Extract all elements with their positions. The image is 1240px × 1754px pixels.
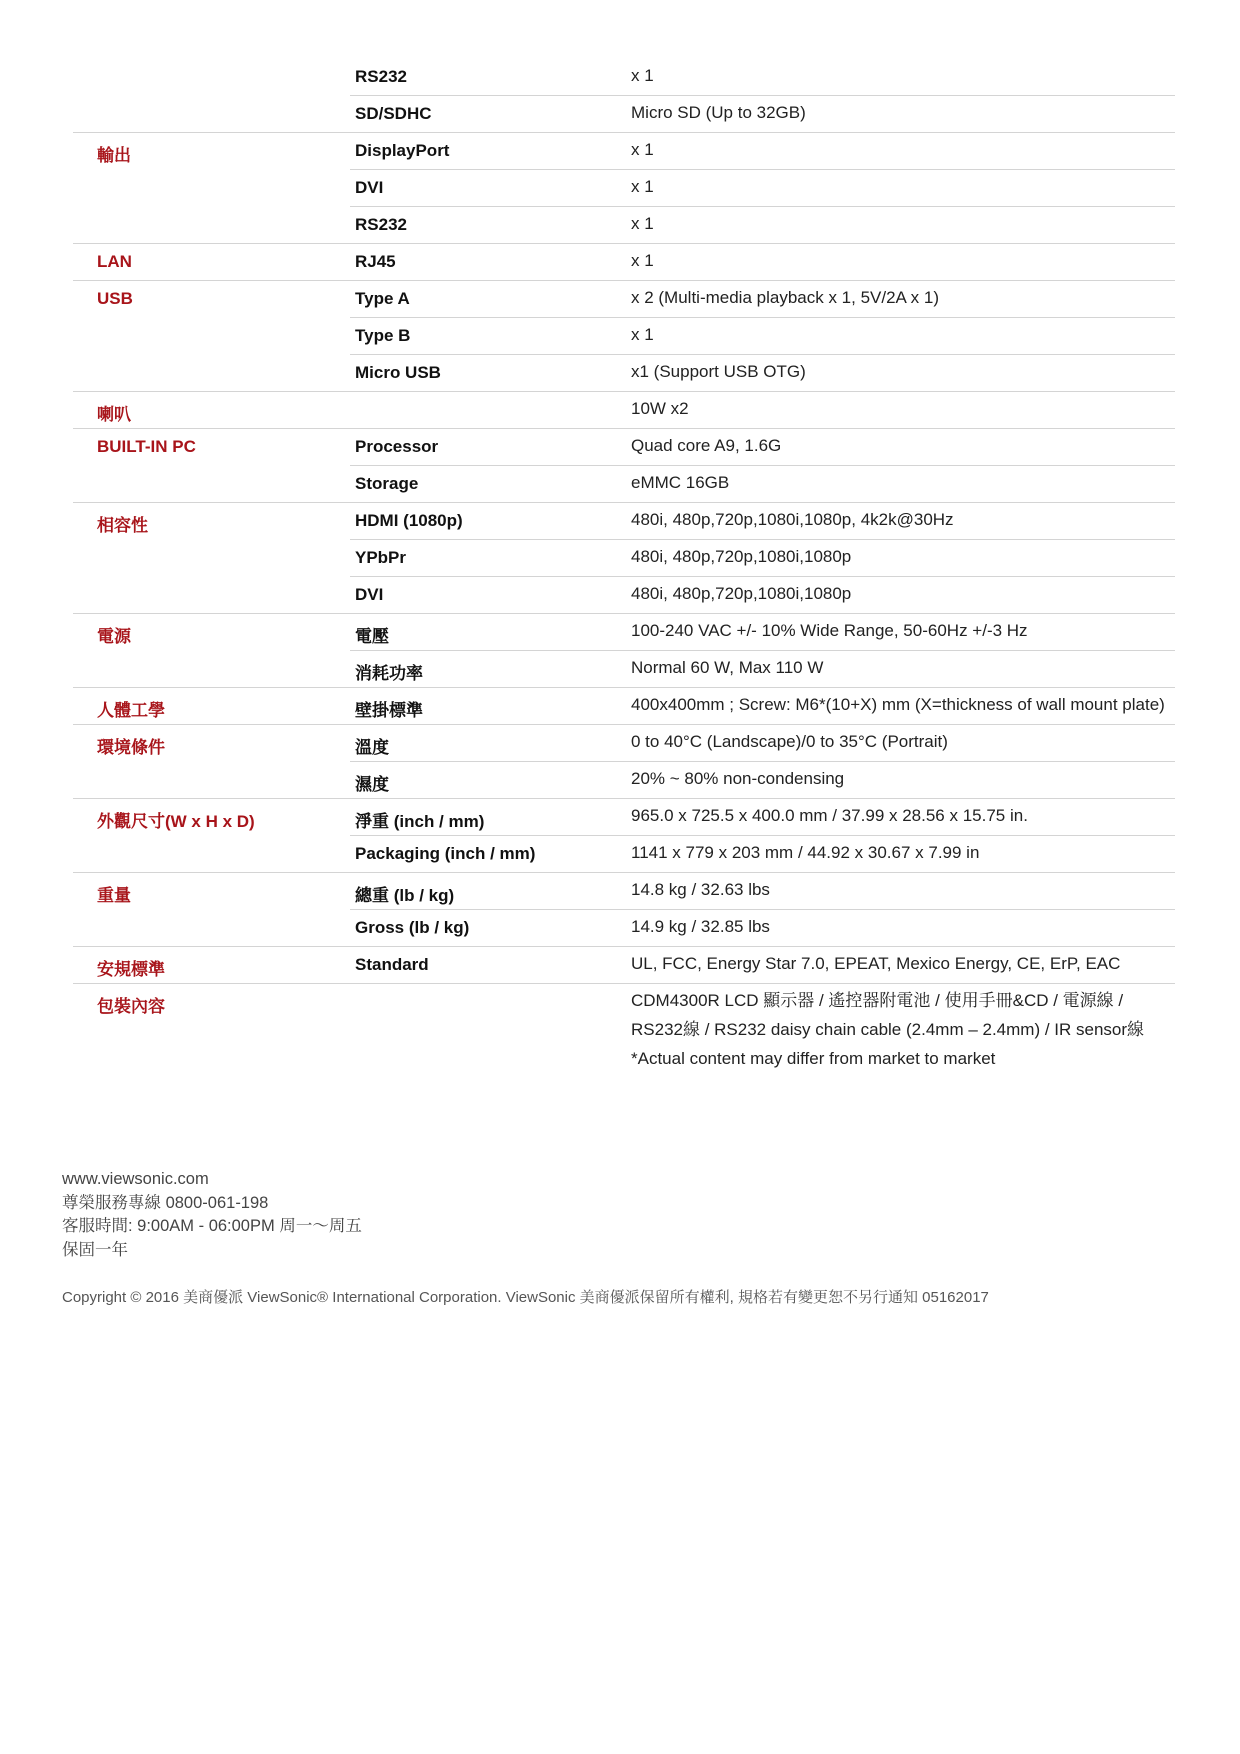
row-divider <box>73 132 1175 133</box>
spec-value <box>631 690 1165 719</box>
spec-row <box>0 724 1240 761</box>
spec-value-line: x 2 (Multi-media playback x 1, 5V/2A x 1) <box>631 288 940 307</box>
spec-category: 重量 <box>97 886 131 905</box>
row-divider <box>350 354 1175 355</box>
row-divider <box>350 206 1175 207</box>
spec-value <box>631 579 851 608</box>
spec-row <box>0 391 1240 428</box>
spec-item: Gross (lb / kg) <box>355 918 470 937</box>
spec-row <box>0 502 1240 539</box>
footer-contact <box>62 1168 362 1262</box>
spec-row <box>0 354 1240 391</box>
spec-value-line: 480i, 480p,720p,1080i,1080p <box>631 584 852 603</box>
row-divider <box>350 169 1175 170</box>
spec-item: Type B <box>355 326 411 345</box>
spec-value-line: 400x400mm ; Screw: M6*(10+X) mm (X=thickness of wall mount plate) <box>631 695 1165 714</box>
spec-row <box>0 58 1240 95</box>
spec-row <box>0 613 1240 650</box>
spec-row <box>0 909 1240 946</box>
footer-website[interactable]: www.viewsonic.com <box>62 1170 209 1188</box>
spec-value-line: 100-240 VAC +/- 10% Wide Range, 50-60Hz +/-3 Hz <box>631 621 1028 640</box>
spec-item: 總重 (lb / kg) <box>355 886 455 905</box>
spec-row <box>0 983 1240 1078</box>
spec-value-line: *Actual content may differ from market to market <box>631 1049 996 1068</box>
spec-row <box>0 280 1240 317</box>
row-divider <box>73 724 1175 725</box>
spec-value <box>631 98 806 127</box>
row-divider <box>73 983 1175 984</box>
spec-category: 包裝內容 <box>97 997 165 1016</box>
spec-row <box>0 872 1240 909</box>
spec-value-line: x 1 <box>631 177 654 196</box>
spec-item: YPbPr <box>355 548 407 567</box>
spec-item: SD/SDHC <box>355 104 432 123</box>
spec-value-line: Normal 60 W, Max 110 W <box>631 658 824 677</box>
spec-item: DisplayPort <box>355 141 450 160</box>
row-divider <box>350 95 1175 96</box>
spec-value-line: 20% ~ 80% non-condensing <box>631 769 845 788</box>
spec-item: 消耗功率 <box>355 664 423 683</box>
row-divider <box>350 576 1175 577</box>
spec-row <box>0 687 1240 724</box>
spec-value <box>631 542 851 571</box>
spec-category: 輸出 <box>97 146 131 165</box>
spec-row <box>0 835 1240 872</box>
spec-value <box>631 320 654 349</box>
spec-item: RS232 <box>355 67 407 86</box>
spec-category: 人體工學 <box>97 701 165 720</box>
spec-category: USB <box>97 289 133 308</box>
row-divider <box>350 650 1175 651</box>
spec-row <box>0 465 1240 502</box>
spec-value-line: x 1 <box>631 66 654 85</box>
spec-row <box>0 317 1240 354</box>
spec-category: 環境條件 <box>97 738 165 757</box>
spec-row <box>0 650 1240 687</box>
spec-row <box>0 132 1240 169</box>
spec-value <box>631 875 770 904</box>
spec-value <box>631 357 806 386</box>
spec-item: RS232 <box>355 215 407 234</box>
row-divider <box>350 835 1175 836</box>
footer-warranty: 保固一年 <box>62 1240 128 1259</box>
spec-value <box>631 468 729 497</box>
spec-category: LAN <box>97 252 132 271</box>
spec-value <box>631 135 654 164</box>
spec-value-line: x 1 <box>631 214 654 233</box>
row-divider <box>350 909 1175 910</box>
spec-value <box>631 764 844 793</box>
row-divider <box>73 280 1175 281</box>
row-divider <box>73 502 1175 503</box>
row-divider <box>73 613 1175 614</box>
spec-value-line: x1 (Support USB OTG) <box>631 362 806 381</box>
spec-category: 外觀尺寸(W x H x D) <box>97 812 255 831</box>
spec-row <box>0 206 1240 243</box>
spec-item: Type A <box>355 289 410 308</box>
spec-value-line: 1141 x 779 x 203 mm / 44.92 x 30.67 x 7.99 in <box>631 843 980 862</box>
spec-value <box>631 986 1144 1073</box>
copyright-notice: Copyright © 2016 美商優派 ViewSonic® International Corporation. ViewSonic 美商優派保留所有權利, 規格若有變更恕不另行通知 05162017 <box>62 1289 989 1306</box>
spec-item: 濕度 <box>355 775 389 794</box>
row-divider <box>73 946 1175 947</box>
spec-item: DVI <box>355 585 384 604</box>
spec-value <box>631 949 1120 978</box>
spec-value-line: CDM4300R LCD 顯示器 / 遙控器附電池 / 使用手冊&CD / 電源線 / <box>631 991 1124 1010</box>
spec-row <box>0 761 1240 798</box>
spec-item: Processor <box>355 437 439 456</box>
spec-item: RJ45 <box>355 252 396 271</box>
spec-value-line: 14.8 kg / 32.63 lbs <box>631 880 770 899</box>
spec-value-line: UL, FCC, Energy Star 7.0, EPEAT, Mexico Energy, CE, ErP, EAC <box>631 954 1121 973</box>
row-divider <box>73 243 1175 244</box>
spec-row <box>0 798 1240 835</box>
row-divider <box>350 761 1175 762</box>
spec-value <box>631 801 1028 830</box>
spec-item: 溫度 <box>355 738 389 757</box>
spec-value <box>631 653 823 682</box>
row-divider <box>350 465 1175 466</box>
spec-value-line: 14.9 kg / 32.85 lbs <box>631 917 770 936</box>
spec-row <box>0 95 1240 132</box>
spec-value <box>631 172 654 201</box>
row-divider <box>73 428 1175 429</box>
spec-value <box>631 61 654 90</box>
spec-item: DVI <box>355 178 384 197</box>
spec-value <box>631 912 770 941</box>
spec-value-line: RS232線 / RS232 daisy chain cable (2.4mm – 2.4mm) / IR sensor線 <box>631 1020 1145 1039</box>
spec-value <box>631 505 954 534</box>
spec-category: BUILT-IN PC <box>97 437 196 456</box>
spec-category: 相容性 <box>97 516 148 535</box>
spec-value-line: x 1 <box>631 140 654 159</box>
spec-value-line: 10W x2 <box>631 399 689 418</box>
spec-value <box>631 209 654 238</box>
row-divider <box>73 391 1175 392</box>
spec-category: 電源 <box>97 627 131 646</box>
spec-value-line: 0 to 40°C (Landscape)/0 to 35°C (Portrait) <box>631 732 948 751</box>
row-divider <box>73 872 1175 873</box>
row-divider <box>350 317 1175 318</box>
spec-value <box>631 394 689 423</box>
spec-value-line: x 1 <box>631 325 654 344</box>
spec-value-line: 480i, 480p,720p,1080i,1080p, 4k2k@30Hz <box>631 510 954 529</box>
spec-category: 安規標準 <box>97 960 165 979</box>
spec-value-line: Quad core A9, 1.6G <box>631 436 782 455</box>
spec-item: 淨重 (inch / mm) <box>355 812 485 831</box>
spec-row <box>0 169 1240 206</box>
spec-value-line: Micro SD (Up to 32GB) <box>631 103 806 122</box>
spec-value <box>631 283 939 312</box>
footer-hotline: 尊榮服務專線 0800-061-198 <box>62 1193 269 1212</box>
spec-row <box>0 539 1240 576</box>
spec-item: Storage <box>355 474 419 493</box>
spec-value <box>631 616 1028 645</box>
spec-value-line: x 1 <box>631 251 654 270</box>
spec-value-line: eMMC 16GB <box>631 473 730 492</box>
row-divider <box>73 798 1175 799</box>
spec-value-line: 480i, 480p,720p,1080i,1080p <box>631 547 852 566</box>
spec-value <box>631 431 781 460</box>
row-divider <box>73 687 1175 688</box>
spec-row <box>0 428 1240 465</box>
spec-value-line: 965.0 x 725.5 x 400.0 mm / 37.99 x 28.56 x 15.75 in. <box>631 806 1028 825</box>
spec-item: HDMI (1080p) <box>355 511 463 530</box>
spec-row <box>0 243 1240 280</box>
row-divider <box>350 539 1175 540</box>
spec-value <box>631 727 948 756</box>
spec-item: Micro USB <box>355 363 441 382</box>
spec-category: 喇叭 <box>97 405 131 424</box>
footer-service-hours: 客服時間: 9:00AM - 06:00PM 周一～周五 <box>62 1217 362 1235</box>
spec-value <box>631 246 654 275</box>
spec-item: Packaging (inch / mm) <box>355 844 536 863</box>
spec-value <box>631 838 979 867</box>
spec-row <box>0 576 1240 613</box>
spec-item: 電壓 <box>355 627 389 646</box>
spec-item: Standard <box>355 955 429 974</box>
spec-row <box>0 946 1240 983</box>
spec-item: 壁掛標準 <box>355 701 423 720</box>
